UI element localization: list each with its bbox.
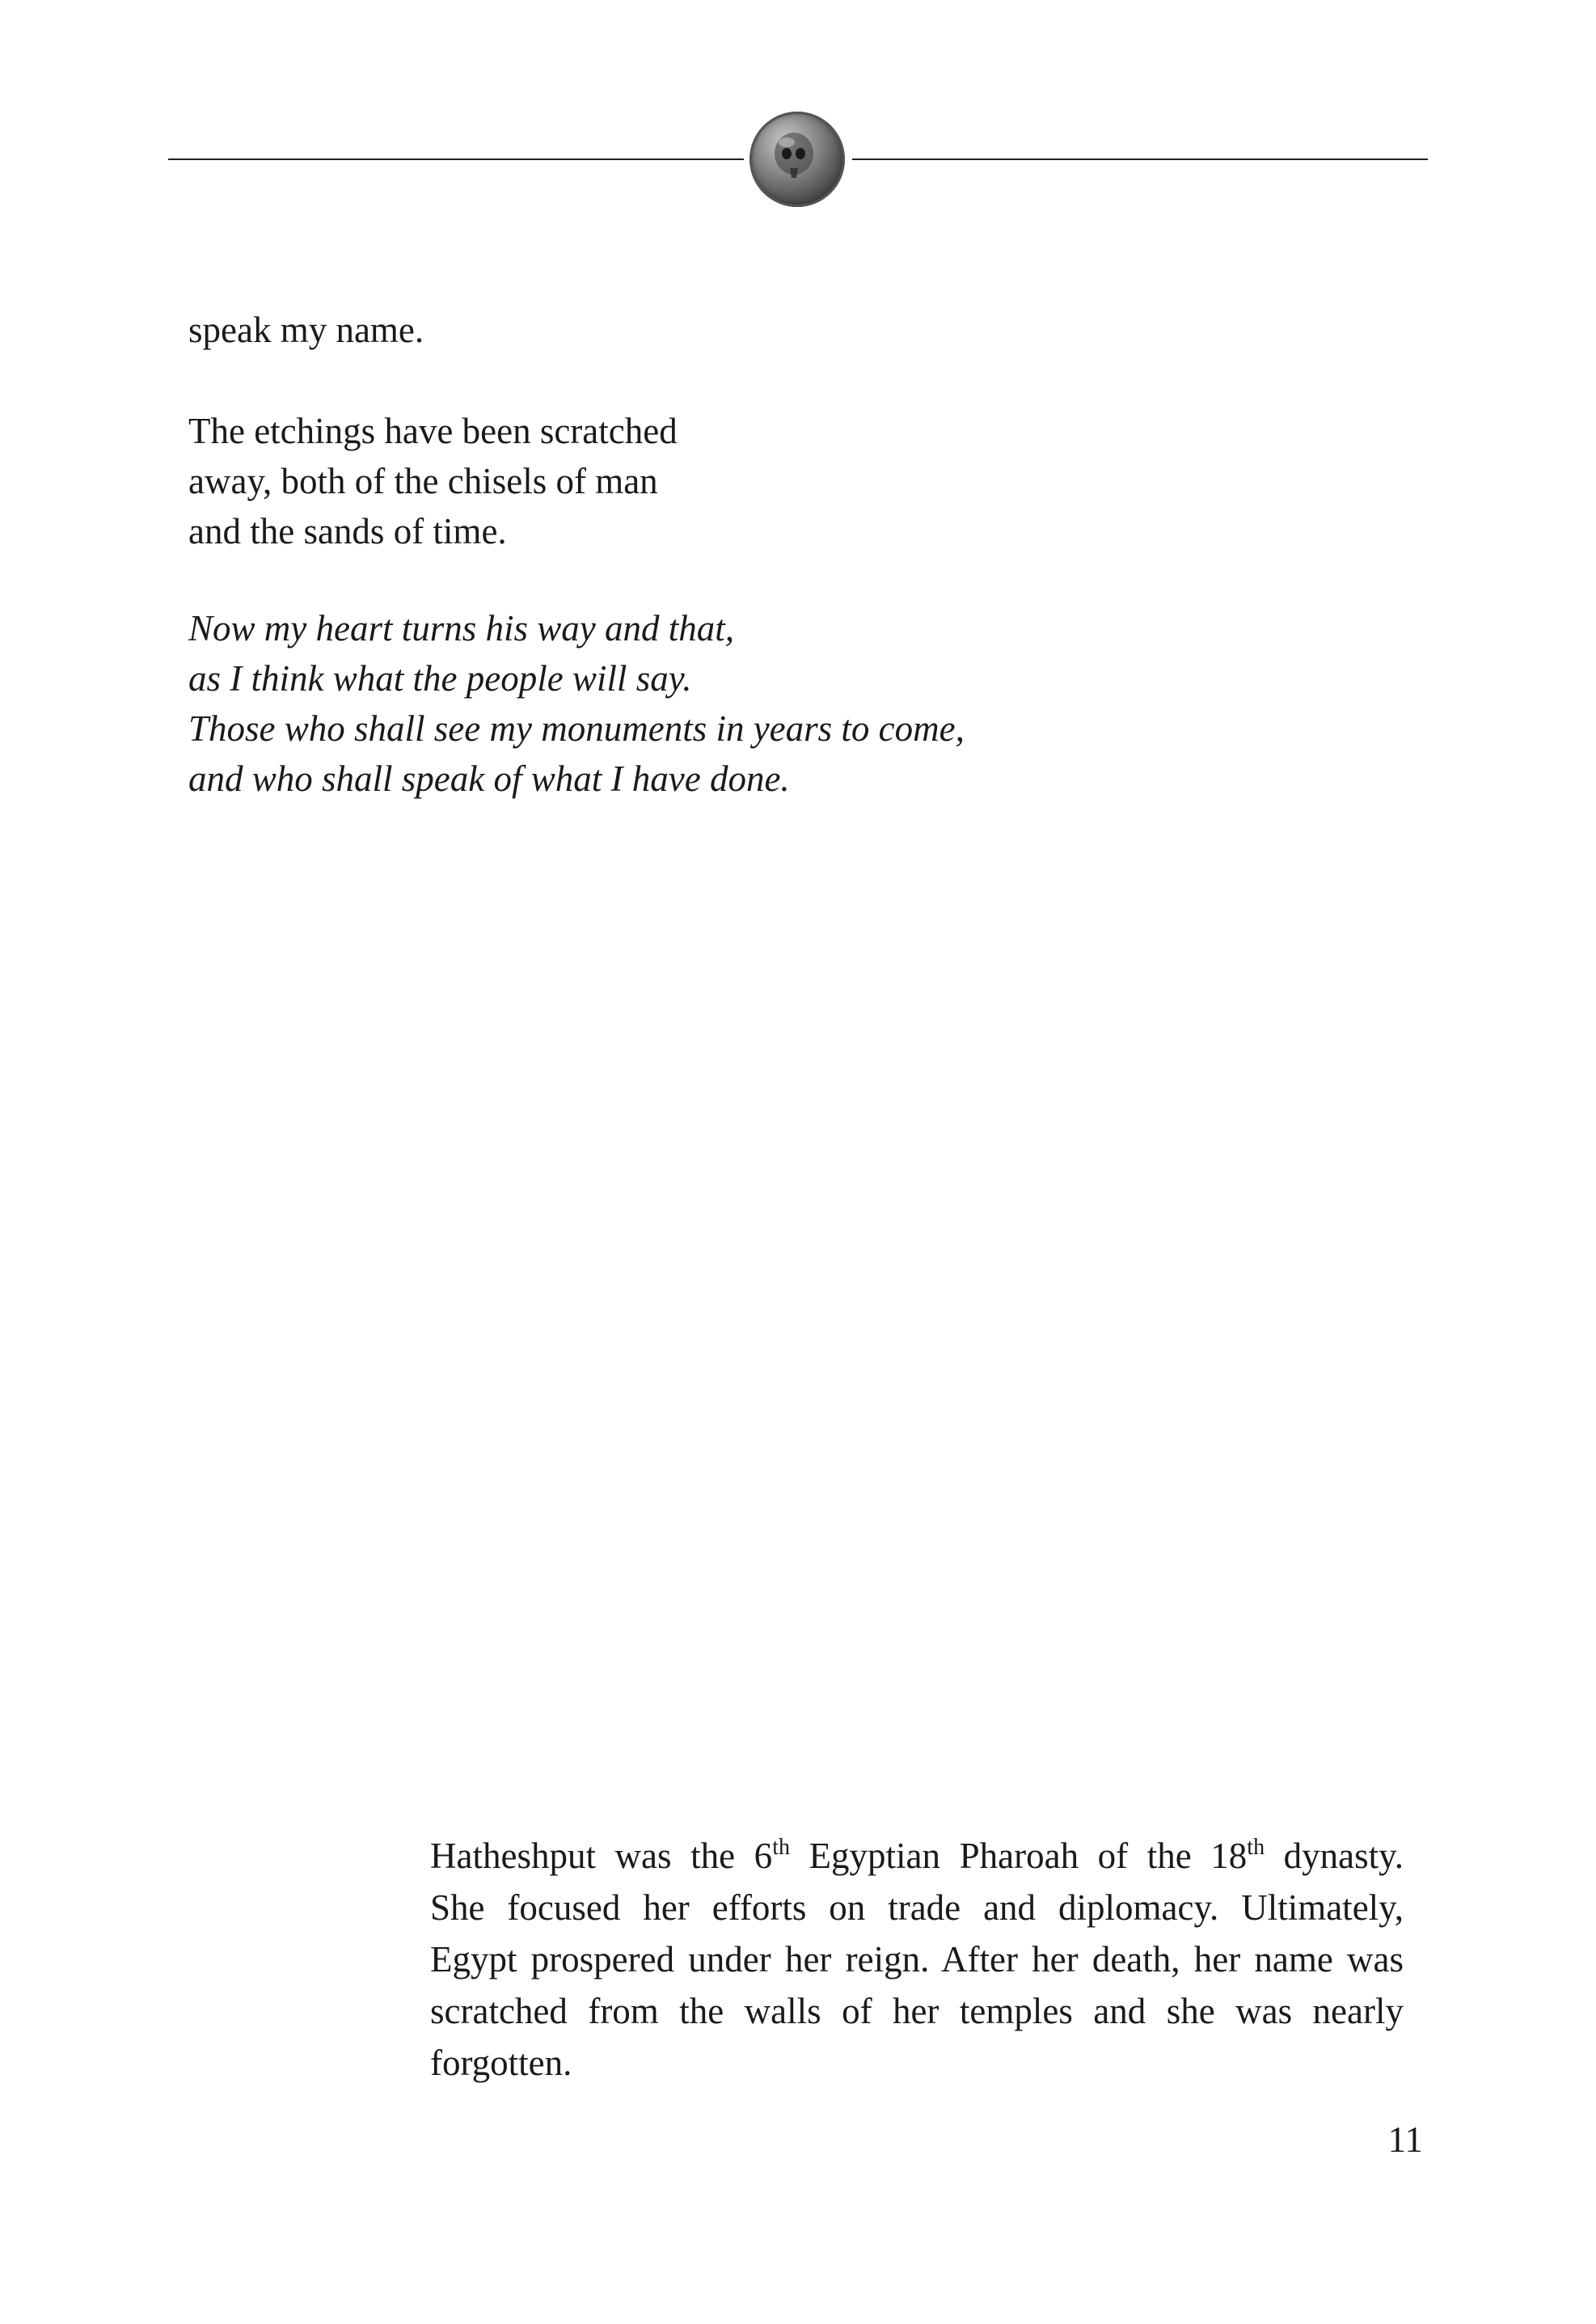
superscript-ordinal: th bbox=[1247, 1835, 1265, 1860]
page-number: 11 bbox=[1387, 2119, 1423, 2160]
poem-stanza-quote bbox=[188, 603, 965, 804]
historical-note bbox=[430, 1830, 1404, 2089]
note-line: Egypt prospered under her reign. After her death, her name was bbox=[430, 1939, 1404, 1980]
poem-line: and who shall speak of what I have done. bbox=[188, 758, 790, 799]
poem-line: Now my heart turns his way and that, bbox=[188, 608, 735, 649]
poem-line: Those who shall see my monuments in years to come, bbox=[188, 708, 965, 749]
header-rule-right bbox=[852, 158, 1428, 160]
poem-line: and the sands of time. bbox=[188, 511, 507, 551]
skull-medallion-icon bbox=[749, 112, 845, 207]
poem-line: as I think what the people will say. bbox=[188, 658, 692, 699]
superscript-ordinal: th bbox=[772, 1835, 790, 1860]
poem-stanza-2 bbox=[188, 406, 678, 556]
header-rule-left bbox=[168, 158, 744, 160]
poem-line: The etchings have been scratched bbox=[188, 411, 678, 451]
poem-stanza-1 bbox=[188, 305, 424, 355]
note-line: scratched from the walls of her temples and she was nearly forgotten. bbox=[430, 1991, 1404, 2083]
note-line: She focused her efforts on trade and diplomacy. Ultimately, bbox=[430, 1887, 1404, 1928]
poem-line: speak my name. bbox=[188, 310, 424, 350]
note-line: Hatheshput was the 6th Egyptian Pharoah of the 18th dynasty. bbox=[430, 1835, 1404, 1876]
poem-line: away, both of the chisels of man bbox=[188, 461, 658, 501]
